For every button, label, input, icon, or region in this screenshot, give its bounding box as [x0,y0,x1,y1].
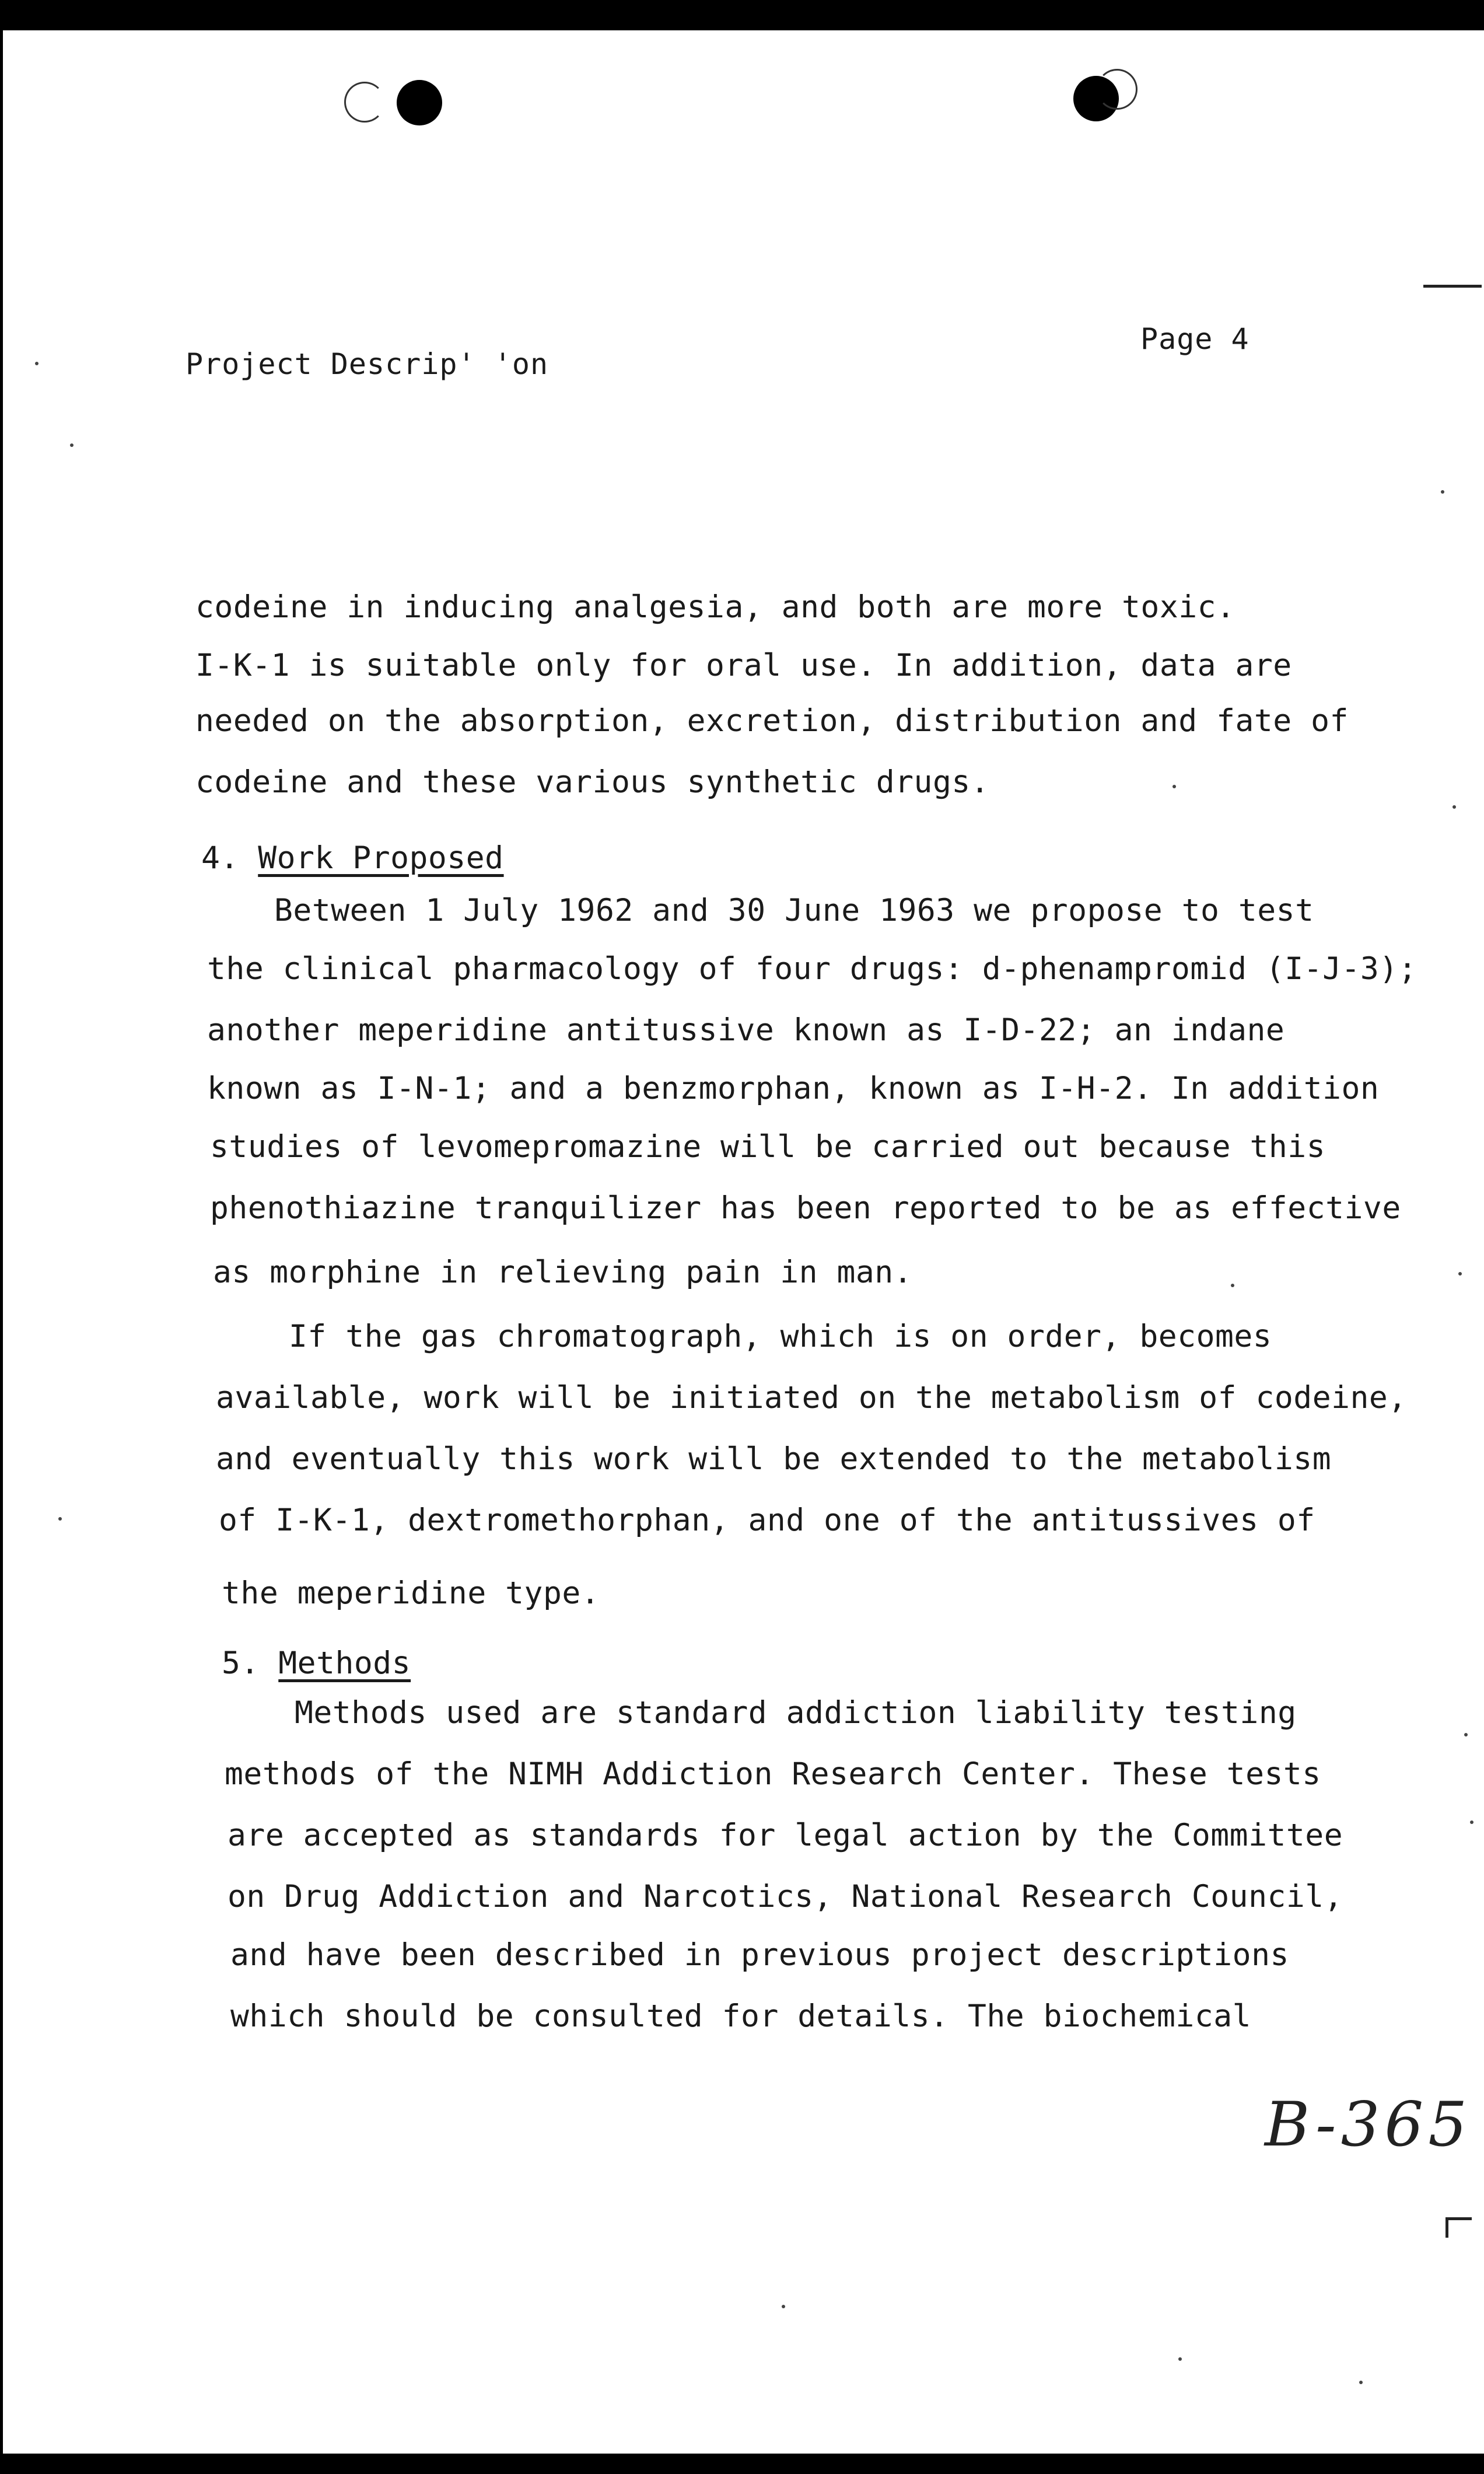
scan-bottom-border [0,2454,1484,2474]
body-line: Methods used are standard addiction liability testing [295,1695,1297,1731]
section-title: Methods [278,1645,411,1681]
body-line: codeine and these various synthetic drugs. [195,764,990,800]
punch-hole-left [397,80,442,125]
punch-hole-ring-left [344,82,385,123]
punch-hole-ring-right [1097,69,1138,110]
body-line: are accepted as standards for legal action by the Committee [228,1818,1343,1853]
body-line: Between 1 July 1962 and 30 June 1963 we propose to test [274,893,1314,928]
body-line: which should be consulted for details. The biochemical [230,1998,1252,2034]
section-number: 4. [201,840,239,876]
body-line: studies of levomepromazine will be carried out because this [210,1129,1326,1165]
body-line: needed on the absorption, excretion, distribution and fate of [195,703,1349,739]
handwritten-document-number: B-365 [1265,2089,1472,2160]
body-line: If the gas chromatograph, which is on order, becomes [289,1319,1272,1354]
scan-speck [1470,1820,1474,1824]
scan-speck [35,362,38,365]
body-line: codeine in inducing analgesia, and both are more toxic. [195,589,1236,625]
body-line: another meperidine antitussive known as I-D-22; an indane [207,1012,1285,1048]
scan-speck [1178,2357,1182,2361]
scan-speck [1231,1284,1234,1287]
body-line: as morphine in relieving pain in man. [213,1255,913,1290]
body-line: the meperidine type. [222,1575,600,1611]
scan-speck [1458,1272,1462,1276]
scan-speck [1359,2381,1363,2384]
scan-top-border [0,0,1484,30]
scan-speck [58,1517,62,1521]
section-heading-4 [201,840,504,876]
scan-speck [1441,490,1444,494]
body-line: phenothiazine tranquilizer has been reported to be as effective [210,1190,1401,1226]
body-line: I-K-1 is suitable only for oral use. In addition, data are [195,648,1292,683]
body-line: and have been described in previous project descriptions [230,1937,1289,1973]
body-line: on Drug Addiction and Narcotics, National Research Council, [228,1879,1343,1914]
body-line: methods of the NIMH Addiction Research Center. These tests [225,1756,1321,1792]
body-line: the clinical pharmacology of four drugs: d-phenampromid (I-J-3); [207,951,1418,987]
body-line: and eventually this work will be extended to the metabolism [216,1441,1332,1477]
header-project-description: Project Descrip' 'on [186,347,549,381]
margin-mark [1423,285,1482,288]
section-title: Work Proposed [258,840,504,876]
scan-left-edge [0,30,3,2454]
section-number: 5. [222,1645,260,1681]
section-heading-5 [222,1645,411,1681]
scan-speck [1452,805,1456,809]
body-line: of I-K-1, dextromethorphan, and one of the antitussives of [219,1502,1315,1538]
scan-speck [782,2305,785,2308]
margin-corner-mark [1446,2217,1472,2238]
scan-speck [1464,1733,1468,1736]
scan-speck [1172,785,1176,788]
body-line: available, work will be initiated on the metabolism of codeine, [216,1380,1407,1416]
header-page-number: Page 4 [1140,322,1250,356]
body-line: known as I-N-1; and a benzmorphan, known as I-H-2. In addition [207,1071,1380,1106]
scan-speck [70,443,74,447]
